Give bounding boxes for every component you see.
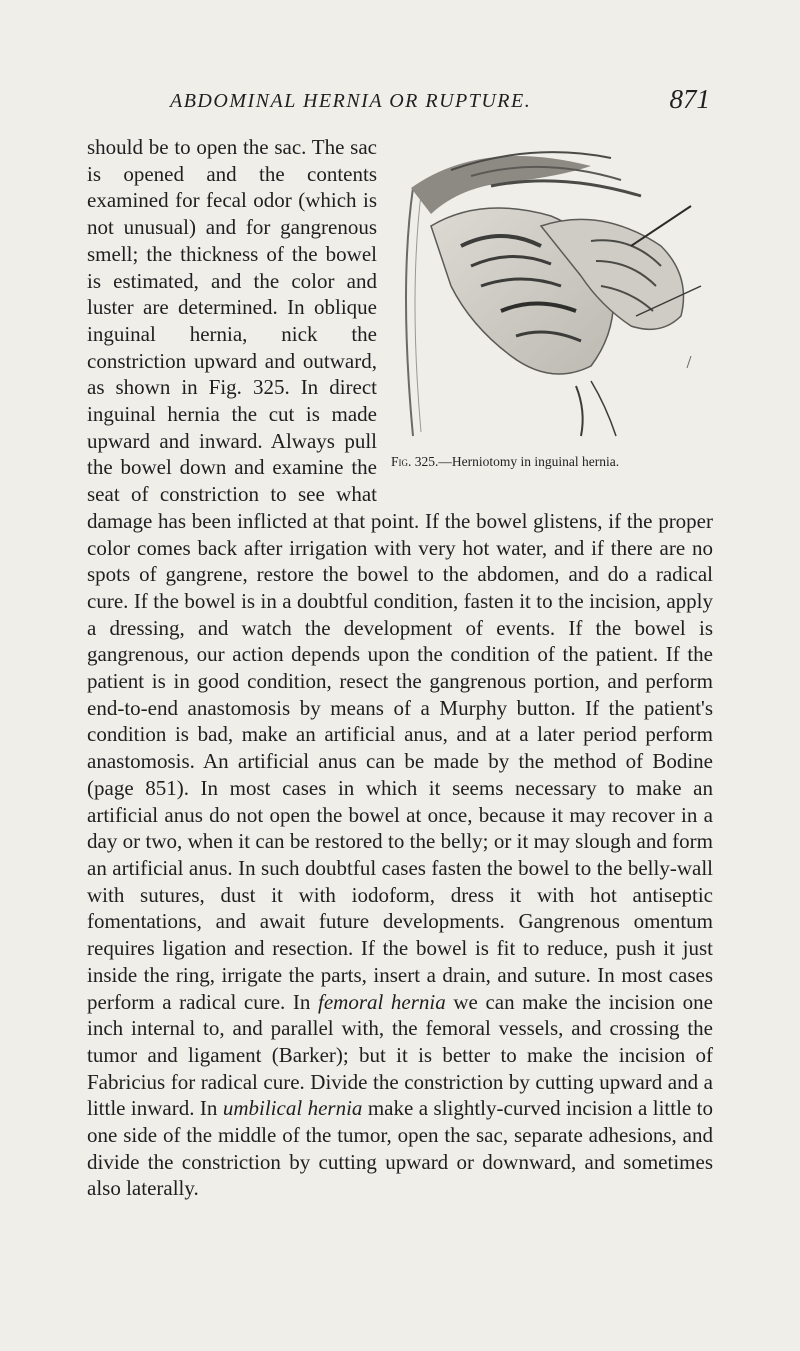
running-header	[170, 84, 710, 118]
figure-325	[391, 136, 717, 482]
figure-label: Fig. 325.	[391, 454, 439, 470]
page-number: 871	[669, 84, 710, 114]
term-umbilical-hernia: umbilical hernia	[222, 1096, 363, 1121]
term-femoral-hernia: femoral hernia	[318, 989, 446, 1014]
text-run: make a slightly-curved incision a little to one side of the middle of the tumor, open the sac, separate adhesions, and divide the constriction by cutting upward or downward, and sometimes also laterally.	[87, 1096, 713, 1201]
text-run: should be to open the sac. The sac is opened and the contents examined for fecal odor (which is not unusual) and for gangrenous smell; the thickness of the bowel is estimated, and the color and luster are determined. In oblique inguinal hernia, nick the constriction upward and outward, as shown in Fig. 325. In direct inguinal hernia the cut is made upward and inward. Always pull the bowel down and examine the seat of constriction to see what damage has been inflicted at that point. If the bowel glistens, if the proper color comes back after irrigation with very hot water, and if there are no spots of gangrene, restore the bowel to the abdomen, and do a radical cure. If the bowel is in a doubtful condition, fasten it to the incision, apply a dressing, and watch the development of events. If the bowel is gangrenous, our action depends upon the condition of the patient. If the patient is in good condition, resect the gangrenous portion, and perform end-to-end anastomosis by means of a Murphy button. If the patient's condition is bad, make an artificial anus, and at a later period perform anastomosis. An artificial anus can be made by the method of Bodine (page 851). In most cases in which it seems necessary to make an artificial anus do not open the bowel at once, because it may recover in a day or two, when it can be restored to the belly; or it may slough and form an artificial anus. In such doubtful cases fasten the bowel to the belly-wall with sutures, dust it with iodoform, dress it with hot antiseptic fomentations, and await future developments. Gangrenous omentum requires ligation and resection. If the bowel is fit to reduce, push it just inside the ring, irrigate the parts, insert a drain, and suture. In most cases perform a radical cure. In	[87, 135, 713, 1014]
running-title: ABDOMINAL HERNIA OR RUPTURE.	[170, 90, 532, 112]
text-run: we can make the incision one inch internal to, and parallel with, the femoral vessels, and crossing the tumor and ligament (Barker); but it is better to make the incision of Fabricius for radical cure. Divide the constriction by cutting upward and a little inward. In	[87, 989, 713, 1121]
herniotomy-illustration	[391, 136, 717, 446]
figure-caption-text: —Herniotomy in inguinal hernia.	[438, 454, 620, 470]
figure-caption	[391, 449, 721, 476]
body-text	[87, 134, 713, 1202]
